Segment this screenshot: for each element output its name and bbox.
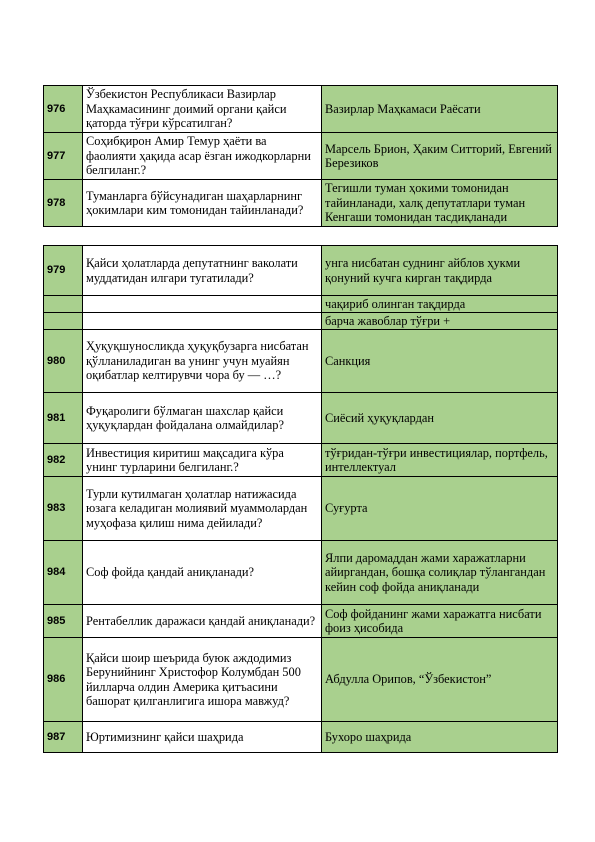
table-row [44,444,558,477]
question-text: Турли кутилмаган ҳолатлар натижасида юзага келадиган молиявий муаммолардан муҳофаза қилиш нима дейилади? [83,477,322,541]
question-text: Инвестиция киритиш мақсадига кўра унинг турларини белгиланг.? [83,444,322,477]
table-row [44,638,558,722]
answer-text: барча жавоблар тўғри + [322,313,558,330]
answer-text: унга нисбатан суднинг айблов ҳукми қонуний кучга кирган тақдирда [322,246,558,296]
question-number: 984 [44,541,83,605]
qa-table-bottom [43,245,558,753]
table-row [44,133,558,180]
question-text: Соф фойда қандай аниқланади? [83,541,322,605]
question-text: Ҳуқуқшуносликда ҳуқуқбузарга нисбатан қўлланиладиган ва унинг учун муайян оқибатлар келтирувчи чора бу — …? [83,330,322,393]
answer-text: Бухоро шаҳрида [322,722,558,753]
table-row [44,180,558,227]
question-text: Қайси ҳолатларда депутатнинг ваколати муддатидан илгари тугатилади? [83,246,322,296]
question-number [44,313,83,330]
question-text [83,296,322,313]
table-row [44,722,558,753]
answer-text: Санкция [322,330,558,393]
question-text: Соҳибқирон Амир Темур ҳаёти ва фаолияти ҳақида асар ёзган ижодкорларни белгиланг.? [83,133,322,180]
question-text: Юртимизнинг қайси шаҳрида [83,722,322,753]
question-text: Ўзбекистон Республикаси Вазирлар Маҳкамасининг доимий органи қайси қаторда тўғри кўрсатилган? [83,86,322,133]
answer-text: Марсель Брион, Ҳаким Ситторий, Евгений Березиков [322,133,558,180]
table-row [44,477,558,541]
question-number: 981 [44,393,83,444]
table-row [44,541,558,605]
answer-text: тўғридан-тўғри инвестициялар, портфель, интеллектуал [322,444,558,477]
question-number: 985 [44,605,83,638]
table-row [44,313,558,330]
question-number: 983 [44,477,83,541]
question-number: 982 [44,444,83,477]
table-row [44,330,558,393]
answer-text: Вазирлар Маҳкамаси Раёсати [322,86,558,133]
answer-text: Тегишли туман ҳокими томонидан тайинланади, халқ депутатлари туман Кенгаши томонидан тасдиқланади [322,180,558,227]
table-row [44,393,558,444]
question-text [83,313,322,330]
answer-text: Соф фойданинг жами харажатга нисбати фоиз ҳисобида [322,605,558,638]
question-text: Қайси шоир шеърида буюк аждодимиз Берунийнинг Христофор Колумбдан 500 йилларча олдин Америка қитъасини башорат қилганлигига ишора мавжуд? [83,638,322,722]
question-number: 978 [44,180,83,227]
question-number: 986 [44,638,83,722]
table-row [44,296,558,313]
table-row [44,246,558,296]
question-number: 977 [44,133,83,180]
question-text: Рентабеллик даражаси қандай аниқланади? [83,605,322,638]
qa-table-top [43,85,558,227]
question-text: Фуқаролиги бўлмаган шахслар қайси ҳуқуқлардан фойдалана олмайдилар? [83,393,322,444]
answer-text: Сиёсий ҳуқуқлардан [322,393,558,444]
question-number [44,296,83,313]
question-number: 987 [44,722,83,753]
answer-text: Абдулла Орипов, “Ўзбекистон” [322,638,558,722]
question-number: 979 [44,246,83,296]
question-number: 976 [44,86,83,133]
answer-text: Суғурта [322,477,558,541]
answer-text: чақириб олинган тақдирда [322,296,558,313]
question-text: Туманларга бўйсунадиган шаҳарларнинг ҳокимлари ким томонидан тайинланади? [83,180,322,227]
table-row [44,86,558,133]
table-row [44,605,558,638]
answer-text: Ялпи даромаддан жами харажатларни айиргандан, бошқа солиқлар тўлангандан кейин соф фойда аниқланади [322,541,558,605]
question-number: 980 [44,330,83,393]
